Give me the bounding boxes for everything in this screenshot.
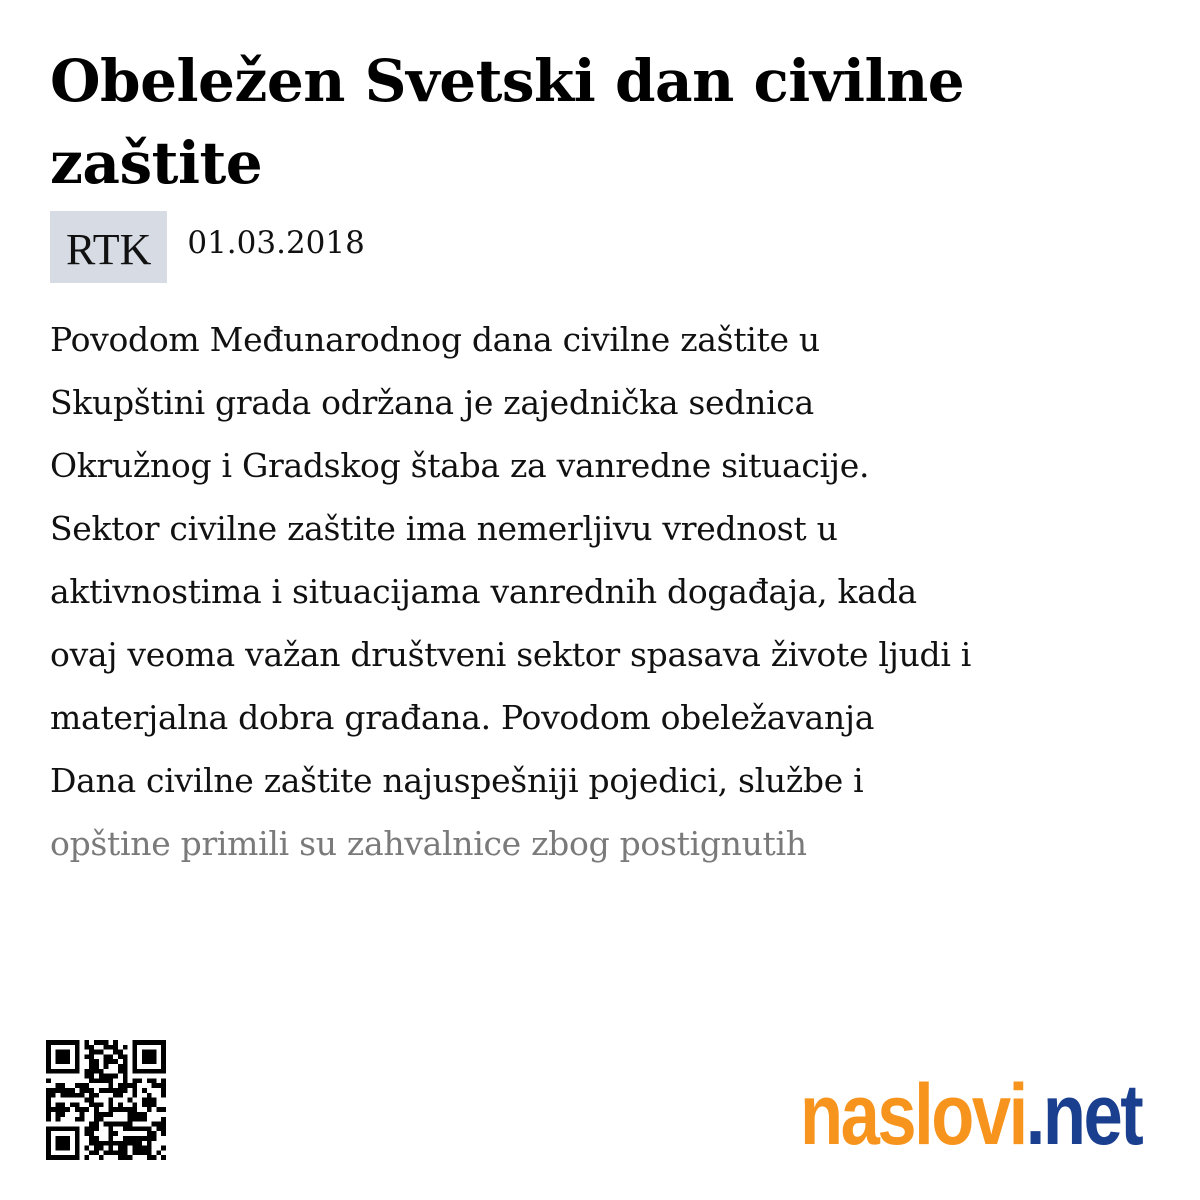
publish-date: 01.03.2018 xyxy=(187,225,365,261)
body-line: Sektor civilne zaštite ima nemerljivu vrednost u xyxy=(50,509,838,548)
article-body xyxy=(50,308,1170,875)
logo-text-net: .net xyxy=(1025,1067,1142,1163)
body-line: Povodom Međunarodnog dana civilne zaštite u xyxy=(50,320,820,359)
body-line: materjalna dobra građana. Povodom obeležavanja xyxy=(50,698,875,737)
body-line: Skupštini grada održana je zajednička sednica xyxy=(50,383,814,422)
naslovi-net-logo xyxy=(800,1060,1141,1170)
article-title: Obeležen Svetski dan civilne zaštite xyxy=(50,47,965,197)
logo-text-naslovi: naslovi xyxy=(800,1067,1026,1163)
article-meta xyxy=(50,211,365,283)
body-line-faded: opštine primili su zahvalnice zbog postignutih xyxy=(50,824,807,863)
body-line: ovaj veoma važan društveni sektor spasava živote ljudi i xyxy=(50,635,972,674)
body-line: aktivnostima i situacijama vanrednih događaja, kada xyxy=(50,572,917,611)
source-badge: RTK xyxy=(50,211,167,283)
body-line: Okružnog i Gradskog štaba za vanredne situacije. xyxy=(50,446,870,485)
body-line: Dana civilne zaštite najuspešniji pojedici, službe i xyxy=(50,761,864,800)
qr-code-icon xyxy=(46,1036,166,1164)
